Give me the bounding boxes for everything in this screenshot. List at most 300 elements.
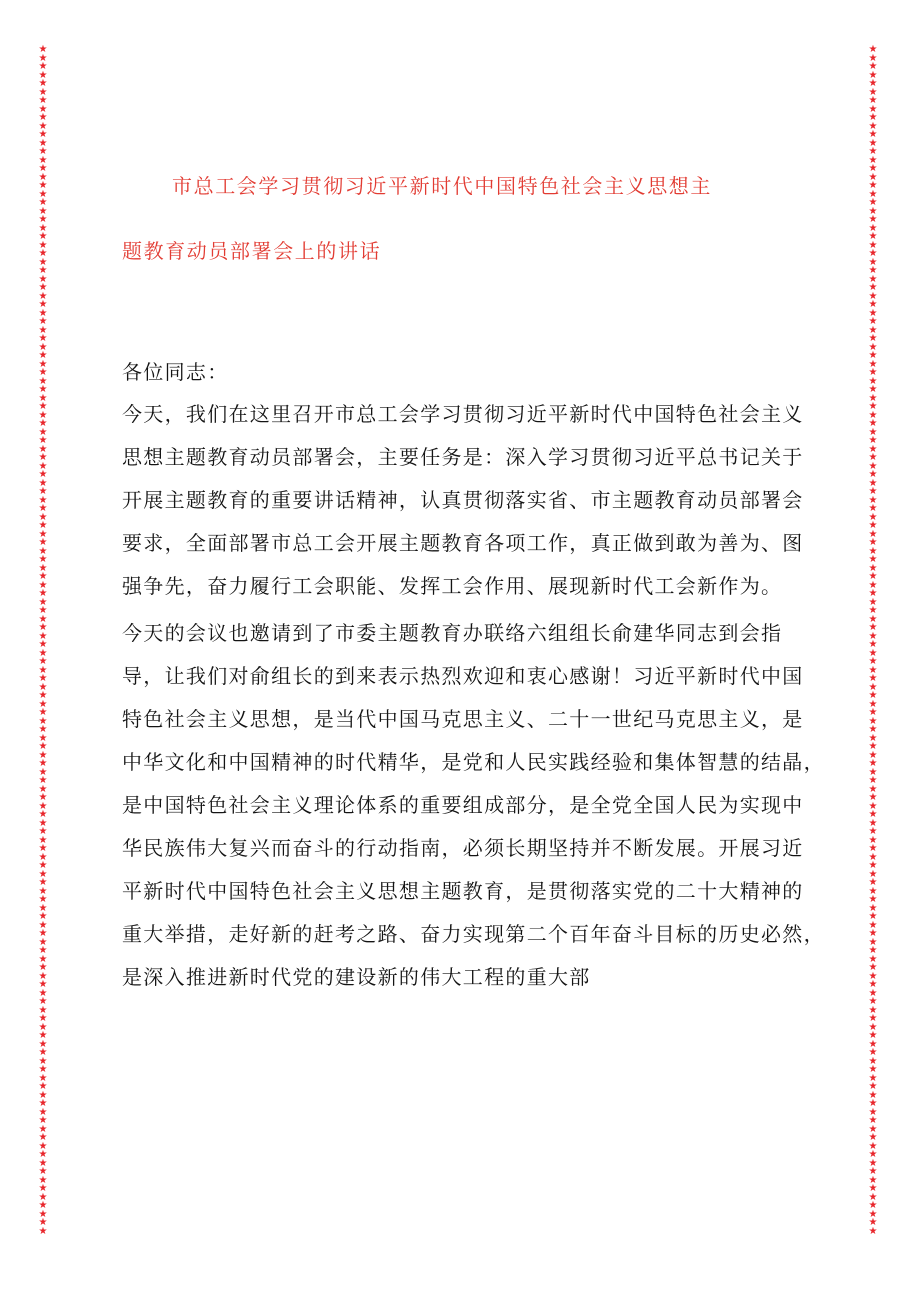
star-icon: ★ <box>868 333 878 344</box>
paragraph-1-line: 思想主题教育动员部署会，主要任务是：深入学习贯彻习近平总书记关于 <box>122 445 804 469</box>
star-icon: ★ <box>38 800 48 812</box>
star-icon: ★ <box>868 511 878 523</box>
star-icon: ★ <box>38 945 48 956</box>
star-icon: ★ <box>38 137 48 149</box>
star-icon: ★ <box>868 1089 878 1101</box>
star-icon: ★ <box>38 715 48 727</box>
star-icon: ★ <box>38 503 48 514</box>
star-icon: ★ <box>38 103 48 115</box>
star-icon: ★ <box>868 86 878 98</box>
star-icon: ★ <box>38 120 48 132</box>
star-icon: ★ <box>868 996 878 1007</box>
star-icon: ★ <box>38 1217 48 1228</box>
star-icon: ★ <box>38 673 48 684</box>
star-icon: ★ <box>38 1055 48 1067</box>
paragraph-2-line: 今天的会议也邀请到了市委主题教育办联络六组组长俞建华同志到会指 <box>122 621 783 645</box>
star-icon: ★ <box>38 435 48 446</box>
star-icon: ★ <box>868 163 878 174</box>
star-icon: ★ <box>38 154 48 166</box>
paragraph-1-line: 今天，我们在这里召开市总工会学习贯彻习近平新时代中国特色社会主义 <box>122 402 804 426</box>
star-icon: ★ <box>868 299 878 310</box>
star-icon: ★ <box>38 851 48 863</box>
star-icon: ★ <box>38 707 48 718</box>
star-icon: ★ <box>868 1064 878 1075</box>
star-icon: ★ <box>38 724 48 735</box>
star-icon: ★ <box>38 469 48 480</box>
star-icon: ★ <box>38 894 48 905</box>
star-icon: ★ <box>38 860 48 871</box>
star-icon: ★ <box>38 554 48 565</box>
star-icon: ★ <box>38 792 48 803</box>
star-icon: ★ <box>868 605 878 616</box>
star-icon: ★ <box>38 996 48 1007</box>
star-icon: ★ <box>868 528 878 540</box>
star-icon: ★ <box>868 95 878 106</box>
star-icon: ★ <box>868 1030 878 1041</box>
star-icon: ★ <box>38 698 48 710</box>
star-icon: ★ <box>38 732 48 744</box>
star-icon: ★ <box>868 1217 878 1228</box>
star-icon: ★ <box>38 1115 48 1126</box>
document-title-line-2: 题教育动员部署会上的讲话 <box>122 239 382 263</box>
star-icon: ★ <box>38 647 48 659</box>
star-icon: ★ <box>38 401 48 412</box>
star-icon: ★ <box>868 817 878 829</box>
star-icon: ★ <box>38 256 48 268</box>
star-icon: ★ <box>868 1123 878 1135</box>
star-icon: ★ <box>38 511 48 523</box>
star-icon: ★ <box>868 588 878 599</box>
star-icon: ★ <box>38 180 48 191</box>
star-icon: ★ <box>868 256 878 268</box>
star-icon: ★ <box>38 1123 48 1135</box>
star-icon: ★ <box>868 1098 878 1109</box>
star-icon: ★ <box>38 562 48 574</box>
star-icon: ★ <box>868 1072 878 1084</box>
star-icon: ★ <box>38 1047 48 1058</box>
star-icon: ★ <box>38 163 48 174</box>
star-icon: ★ <box>38 409 48 421</box>
star-icon: ★ <box>38 979 48 990</box>
star-icon: ★ <box>38 1013 48 1024</box>
star-icon: ★ <box>868 690 878 701</box>
star-icon: ★ <box>868 52 878 64</box>
star-icon: ★ <box>38 418 48 429</box>
star-icon: ★ <box>868 928 878 939</box>
star-icon: ★ <box>38 367 48 378</box>
star-icon: ★ <box>38 622 48 633</box>
star-icon: ★ <box>38 1208 48 1220</box>
star-icon: ★ <box>38 392 48 404</box>
star-icon: ★ <box>38 171 48 183</box>
star-icon: ★ <box>38 1089 48 1101</box>
star-icon: ★ <box>38 843 48 854</box>
star-icon: ★ <box>38 639 48 650</box>
star-icon: ★ <box>38 749 48 761</box>
star-icon: ★ <box>38 1081 48 1092</box>
star-icon: ★ <box>38 520 48 531</box>
star-icon: ★ <box>868 290 878 302</box>
star-icon: ★ <box>38 571 48 582</box>
star-icon: ★ <box>868 392 878 404</box>
star-icon: ★ <box>868 630 878 642</box>
star-icon: ★ <box>868 537 878 548</box>
star-icon: ★ <box>38 877 48 888</box>
star-icon: ★ <box>868 214 878 225</box>
star-icon: ★ <box>868 775 878 786</box>
star-icon: ★ <box>38 222 48 234</box>
star-icon: ★ <box>868 860 878 871</box>
salutation-text: 各位同志： <box>122 360 229 384</box>
star-icon: ★ <box>38 52 48 64</box>
star-icon: ★ <box>868 673 878 684</box>
paragraph-2 <box>122 612 825 999</box>
star-icon: ★ <box>38 613 48 625</box>
star-icon: ★ <box>38 426 48 438</box>
star-icon: ★ <box>38 1072 48 1084</box>
star-icon: ★ <box>38 129 48 140</box>
star-icon: ★ <box>38 962 48 973</box>
star-icon: ★ <box>868 571 878 582</box>
star-icon: ★ <box>38 928 48 939</box>
star-icon: ★ <box>38 681 48 693</box>
star-icon: ★ <box>868 1132 878 1143</box>
star-icon: ★ <box>868 375 878 387</box>
star-icon: ★ <box>38 1183 48 1194</box>
star-icon: ★ <box>868 69 878 81</box>
star-icon: ★ <box>868 61 878 72</box>
star-icon: ★ <box>38 290 48 302</box>
star-icon: ★ <box>868 911 878 922</box>
star-icon: ★ <box>38 494 48 506</box>
star-icon: ★ <box>868 1106 878 1118</box>
star-icon: ★ <box>38 970 48 982</box>
star-icon: ★ <box>38 188 48 200</box>
star-icon: ★ <box>38 248 48 259</box>
star-icon: ★ <box>38 341 48 353</box>
star-icon: ★ <box>38 231 48 242</box>
star-icon: ★ <box>868 146 878 157</box>
star-icon: ★ <box>38 741 48 752</box>
star-icon: ★ <box>868 316 878 327</box>
star-icon: ★ <box>38 486 48 497</box>
star-icon: ★ <box>868 656 878 667</box>
star-icon: ★ <box>38 545 48 557</box>
star-icon: ★ <box>38 443 48 455</box>
star-icon: ★ <box>38 460 48 472</box>
right-star-border <box>867 46 879 1236</box>
star-icon: ★ <box>868 171 878 183</box>
star-icon: ★ <box>38 528 48 540</box>
star-icon: ★ <box>868 1191 878 1203</box>
star-icon: ★ <box>868 44 878 55</box>
star-icon: ★ <box>38 146 48 157</box>
star-icon: ★ <box>38 78 48 89</box>
paragraph-2-line: 中华文化和中国精神的时代精华，是党和人民实践经验和集体智慧的结晶， <box>122 750 825 774</box>
star-icon: ★ <box>38 44 48 55</box>
star-icon: ★ <box>38 265 48 276</box>
paragraph-1 <box>122 393 822 608</box>
star-icon: ★ <box>868 520 878 531</box>
star-icon: ★ <box>38 1166 48 1177</box>
star-icon: ★ <box>868 358 878 370</box>
star-icon: ★ <box>868 724 878 735</box>
star-icon: ★ <box>38 384 48 395</box>
star-icon: ★ <box>868 494 878 506</box>
star-icon: ★ <box>38 826 48 837</box>
star-icon: ★ <box>868 452 878 463</box>
star-icon: ★ <box>38 868 48 880</box>
star-icon: ★ <box>868 945 878 956</box>
star-icon: ★ <box>868 843 878 854</box>
star-icon: ★ <box>868 953 878 965</box>
star-icon: ★ <box>38 273 48 285</box>
star-icon: ★ <box>38 214 48 225</box>
star-icon: ★ <box>868 809 878 820</box>
star-icon: ★ <box>868 409 878 421</box>
star-icon: ★ <box>38 1132 48 1143</box>
star-icon: ★ <box>868 197 878 208</box>
star-icon: ★ <box>38 61 48 72</box>
star-icon: ★ <box>868 783 878 795</box>
star-icon: ★ <box>38 690 48 701</box>
star-icon: ★ <box>38 579 48 591</box>
document-title-line-1: 市总工会学习贯彻习近平新时代中国特色社会主义思想主 <box>172 174 712 198</box>
star-icon: ★ <box>868 622 878 633</box>
star-icon: ★ <box>38 239 48 251</box>
star-icon: ★ <box>38 596 48 608</box>
star-icon: ★ <box>38 1098 48 1109</box>
star-icon: ★ <box>38 911 48 922</box>
star-icon: ★ <box>868 154 878 166</box>
star-icon: ★ <box>868 460 878 472</box>
star-icon: ★ <box>868 579 878 591</box>
left-star-border <box>37 46 49 1236</box>
star-icon: ★ <box>38 664 48 676</box>
star-icon: ★ <box>868 129 878 140</box>
star-icon: ★ <box>868 1174 878 1186</box>
star-icon: ★ <box>38 987 48 999</box>
star-icon: ★ <box>38 205 48 217</box>
paragraph-2-line: 平新时代中国特色社会主义思想主题教育，是贯彻落实党的二十大精神的 <box>122 879 804 903</box>
star-icon: ★ <box>868 877 878 888</box>
star-icon: ★ <box>38 834 48 846</box>
star-icon: ★ <box>38 919 48 931</box>
star-icon: ★ <box>868 418 878 429</box>
star-icon: ★ <box>38 1030 48 1041</box>
star-icon: ★ <box>868 1013 878 1024</box>
star-icon: ★ <box>868 545 878 557</box>
paragraph-2-line: 重大举措，走好新的赶考之路、奋力实现第二个百年奋斗目标的历史必然， <box>122 922 825 946</box>
star-icon: ★ <box>38 1225 48 1237</box>
star-icon: ★ <box>868 222 878 234</box>
star-icon: ★ <box>868 715 878 727</box>
star-icon: ★ <box>868 1200 878 1211</box>
star-icon: ★ <box>868 248 878 259</box>
star-icon: ★ <box>868 282 878 293</box>
star-icon: ★ <box>38 316 48 327</box>
star-icon: ★ <box>38 197 48 208</box>
paragraph-2-line: 导，让我们对俞组长的到来表示热烈欢迎和衷心感谢！习近平新时代中国 <box>122 664 804 688</box>
star-icon: ★ <box>38 775 48 786</box>
star-icon: ★ <box>868 707 878 718</box>
star-icon: ★ <box>868 239 878 251</box>
star-icon: ★ <box>868 681 878 693</box>
star-icon: ★ <box>868 1225 878 1237</box>
star-icon: ★ <box>868 1183 878 1194</box>
star-icon: ★ <box>38 324 48 336</box>
star-icon: ★ <box>868 1004 878 1016</box>
star-icon: ★ <box>868 834 878 846</box>
paragraph-2-line: 特色社会主义思想，是当代中国马克思主义、二十一世纪马克思主义，是 <box>122 707 804 731</box>
paragraph-1-line: 开展主题教育的重要讲话精神，认真贯彻落实省、市主题教育动员部署会 <box>122 488 804 512</box>
star-icon: ★ <box>868 401 878 412</box>
star-icon: ★ <box>868 919 878 931</box>
star-icon: ★ <box>868 180 878 191</box>
star-icon: ★ <box>38 299 48 310</box>
star-icon: ★ <box>868 1157 878 1169</box>
star-icon: ★ <box>868 749 878 761</box>
star-icon: ★ <box>38 817 48 829</box>
star-icon: ★ <box>868 647 878 659</box>
star-icon: ★ <box>868 307 878 319</box>
star-icon: ★ <box>38 358 48 370</box>
star-icon: ★ <box>868 273 878 285</box>
star-icon: ★ <box>868 503 878 514</box>
star-icon: ★ <box>868 1115 878 1126</box>
star-icon: ★ <box>868 639 878 650</box>
star-icon: ★ <box>868 1055 878 1067</box>
star-icon: ★ <box>868 1149 878 1160</box>
star-icon: ★ <box>868 766 878 778</box>
star-icon: ★ <box>38 1191 48 1203</box>
star-icon: ★ <box>868 554 878 565</box>
star-icon: ★ <box>38 452 48 463</box>
star-icon: ★ <box>868 698 878 710</box>
star-icon: ★ <box>868 384 878 395</box>
star-icon: ★ <box>38 333 48 344</box>
star-icon: ★ <box>38 1200 48 1211</box>
star-icon: ★ <box>868 1047 878 1058</box>
star-icon: ★ <box>868 231 878 242</box>
paragraph-1-line: 强争先，奋力履行工会职能、发挥工会作用、展现新时代工会新作为。 <box>122 574 783 598</box>
star-icon: ★ <box>868 596 878 608</box>
star-icon: ★ <box>868 426 878 438</box>
star-icon: ★ <box>868 970 878 982</box>
star-icon: ★ <box>868 120 878 132</box>
star-icon: ★ <box>38 630 48 642</box>
star-icon: ★ <box>868 341 878 353</box>
star-icon: ★ <box>868 103 878 115</box>
star-icon: ★ <box>38 1149 48 1160</box>
star-icon: ★ <box>38 1140 48 1152</box>
star-icon: ★ <box>868 1208 878 1220</box>
star-icon: ★ <box>38 1021 48 1033</box>
star-icon: ★ <box>38 95 48 106</box>
star-icon: ★ <box>868 902 878 914</box>
salutation <box>122 351 822 394</box>
star-icon: ★ <box>868 477 878 489</box>
star-icon: ★ <box>38 86 48 98</box>
star-icon: ★ <box>868 78 878 89</box>
star-icon: ★ <box>38 537 48 548</box>
star-icon: ★ <box>868 732 878 744</box>
star-icon: ★ <box>868 987 878 999</box>
paragraph-2-line: 是中国特色社会主义理论体系的重要组成部分，是全党全国人民为实现中 <box>122 793 804 817</box>
star-icon: ★ <box>868 758 878 769</box>
star-icon: ★ <box>868 1140 878 1152</box>
star-icon: ★ <box>868 962 878 973</box>
star-icon: ★ <box>868 469 878 480</box>
star-icon: ★ <box>38 588 48 599</box>
star-icon: ★ <box>868 137 878 149</box>
star-icon: ★ <box>38 885 48 897</box>
star-icon: ★ <box>868 265 878 276</box>
star-icon: ★ <box>38 1038 48 1050</box>
star-icon: ★ <box>868 443 878 455</box>
star-icon: ★ <box>38 809 48 820</box>
star-icon: ★ <box>868 792 878 803</box>
star-icon: ★ <box>38 282 48 293</box>
star-icon: ★ <box>38 350 48 361</box>
star-icon: ★ <box>38 1157 48 1169</box>
star-icon: ★ <box>868 1081 878 1092</box>
star-icon: ★ <box>38 69 48 81</box>
star-icon: ★ <box>868 1038 878 1050</box>
star-icon: ★ <box>868 324 878 336</box>
star-icon: ★ <box>868 613 878 625</box>
star-icon: ★ <box>38 1106 48 1118</box>
star-icon: ★ <box>868 936 878 948</box>
star-icon: ★ <box>868 894 878 905</box>
star-icon: ★ <box>868 205 878 217</box>
star-icon: ★ <box>38 1004 48 1016</box>
star-icon: ★ <box>38 605 48 616</box>
star-icon: ★ <box>868 826 878 837</box>
paragraph-1-line: 要求，全面部署市总工会开展主题教育各项工作，真正做到敢为善为、图 <box>122 531 804 555</box>
star-icon: ★ <box>38 902 48 914</box>
star-icon: ★ <box>38 307 48 319</box>
paragraph-2-line: 华民族伟大复兴而奋斗的行动指南，必须长期坚持并不断发展。开展习近 <box>122 836 804 860</box>
star-icon: ★ <box>38 1174 48 1186</box>
star-icon: ★ <box>868 741 878 752</box>
star-icon: ★ <box>38 375 48 387</box>
star-icon: ★ <box>868 979 878 990</box>
star-icon: ★ <box>38 656 48 667</box>
star-icon: ★ <box>868 800 878 812</box>
star-icon: ★ <box>38 112 48 123</box>
star-icon: ★ <box>38 477 48 489</box>
star-icon: ★ <box>868 1166 878 1177</box>
star-icon: ★ <box>868 350 878 361</box>
star-icon: ★ <box>868 868 878 880</box>
star-icon: ★ <box>868 367 878 378</box>
star-icon: ★ <box>868 1021 878 1033</box>
star-icon: ★ <box>868 562 878 574</box>
star-icon: ★ <box>38 936 48 948</box>
star-icon: ★ <box>38 1064 48 1075</box>
star-icon: ★ <box>38 953 48 965</box>
star-icon: ★ <box>868 664 878 676</box>
star-icon: ★ <box>868 851 878 863</box>
star-icon: ★ <box>38 758 48 769</box>
star-icon: ★ <box>868 112 878 123</box>
paragraph-2-line: 是深入推进新时代党的建设新的伟大工程的重大部 <box>122 965 591 989</box>
star-icon: ★ <box>868 188 878 200</box>
star-icon: ★ <box>868 435 878 446</box>
star-icon: ★ <box>38 783 48 795</box>
star-icon: ★ <box>868 885 878 897</box>
